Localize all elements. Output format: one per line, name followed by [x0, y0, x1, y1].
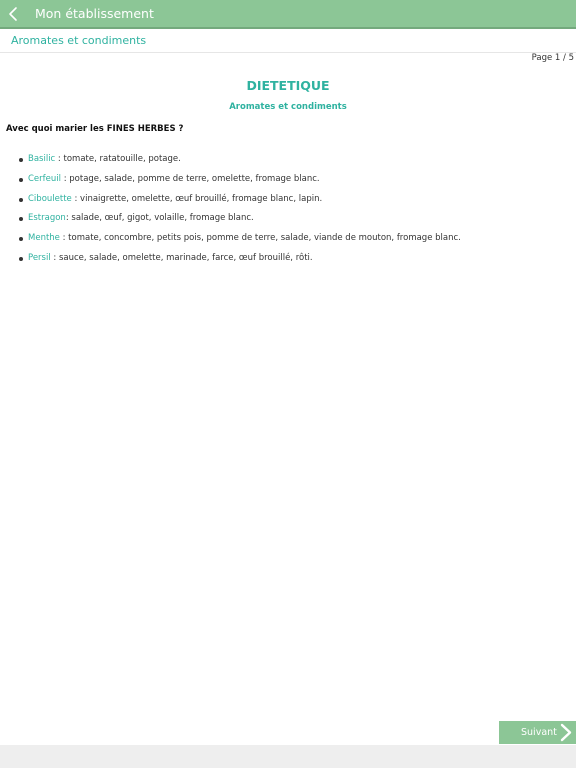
list-item — [0, 230, 461, 250]
herb-name: Ciboulette — [28, 193, 72, 204]
herb-uses: : salade, œuf, gigot, volaille, fromage blanc. — [65, 213, 254, 224]
list-item — [0, 191, 461, 211]
herb-uses: : tomate, ratatouille, potage. — [55, 154, 181, 164]
bullet-icon — [19, 257, 23, 261]
herb-uses: : vinaigrette, omelette, œuf brouillé, fromage blanc, lapin. — [71, 193, 323, 204]
herb-name: Persil — [28, 252, 51, 263]
next-button[interactable] — [499, 721, 576, 744]
bullet-icon — [19, 198, 23, 202]
herb-name: Estragon — [28, 213, 66, 224]
document-title: DIETETIQUE — [246, 78, 330, 93]
herb-name: Menthe — [28, 233, 60, 244]
top-navigation-bar — [0, 0, 576, 29]
bullet-icon — [19, 237, 23, 241]
herb-name: Basilic — [28, 154, 56, 164]
app-title: Mon établissement — [35, 6, 154, 21]
document-subtitle: Aromates et condiments — [229, 102, 347, 112]
bottom-bar — [0, 745, 576, 768]
bullet-icon — [19, 217, 23, 221]
herb-uses: : potage, salade, pomme de terre, omelette, fromage blanc. — [61, 173, 320, 184]
bullet-icon — [19, 158, 23, 162]
chevron-right-icon — [558, 723, 574, 742]
next-button-label: Suivant — [521, 727, 557, 738]
herb-name: Cerfeuil — [28, 173, 61, 184]
list-item — [0, 151, 461, 171]
list-item — [0, 250, 461, 270]
herb-uses: : sauce, salade, omelette, marinade, farce, œuf brouillé, rôti. — [50, 252, 313, 263]
section-title: Aromates et condiments — [11, 34, 147, 47]
chevron-left-icon — [4, 3, 24, 25]
page-indicator: Page 1 / 5 — [531, 53, 574, 63]
question-heading: Avec quoi marier les FINES HERBES ? — [6, 124, 184, 134]
list-item — [0, 210, 461, 230]
section-header — [0, 29, 576, 53]
herb-list — [0, 151, 461, 270]
herb-uses: : tomate, concombre, petits pois, pomme de terre, salade, viande de mouton, fromage blanc. — [59, 233, 461, 244]
back-button[interactable] — [4, 3, 24, 25]
list-item — [0, 171, 461, 191]
bullet-icon — [19, 178, 23, 182]
